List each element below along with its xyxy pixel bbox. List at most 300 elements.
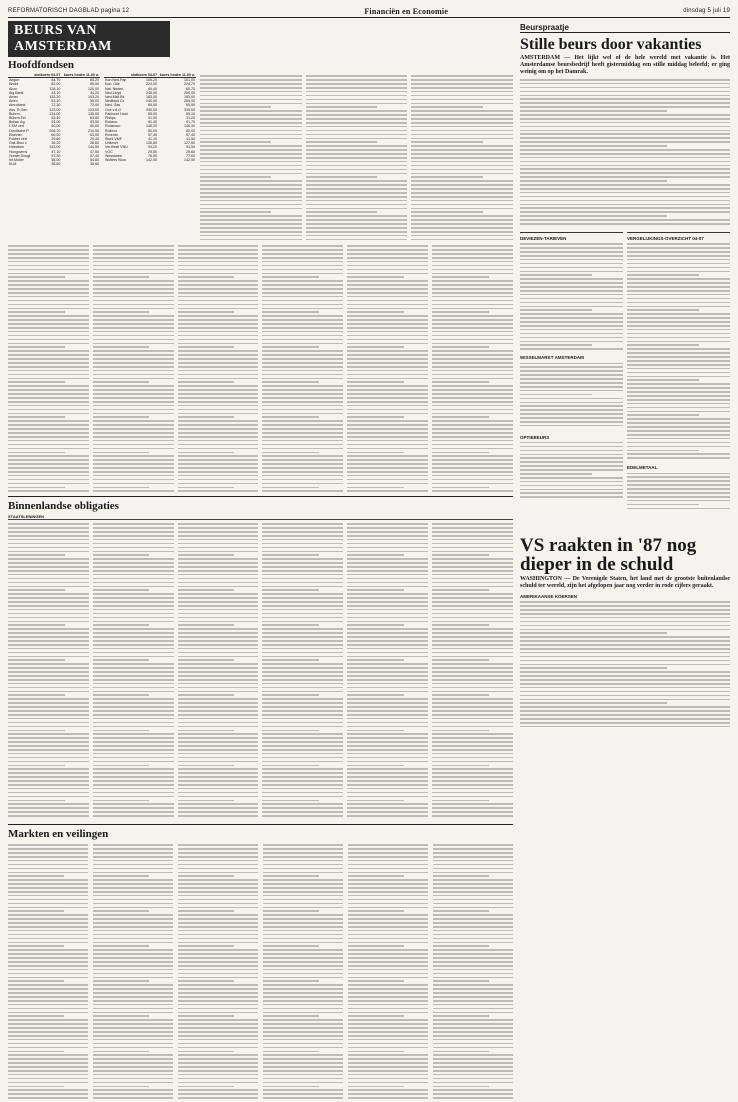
- text-line: [306, 134, 408, 136]
- text-line: [347, 675, 428, 677]
- text-line: [520, 617, 730, 619]
- text-line: [520, 130, 730, 132]
- text-line: [348, 1031, 428, 1033]
- text-line: [8, 1023, 88, 1025]
- text-line: [178, 459, 259, 461]
- text-line: [520, 625, 730, 627]
- text-line: [8, 914, 88, 916]
- text-line: [8, 1097, 88, 1099]
- text-line: [93, 362, 174, 364]
- text-line: [262, 574, 343, 576]
- text-line: [432, 714, 513, 716]
- text-line: [178, 448, 259, 450]
- text-line: [432, 807, 513, 809]
- text-line: [347, 315, 428, 317]
- text-line: [262, 471, 343, 473]
- text-line: [8, 551, 89, 553]
- text-line: [262, 663, 343, 665]
- text-line: [347, 640, 428, 642]
- text-line: [520, 370, 623, 372]
- text-line: [8, 249, 89, 251]
- right-column: [520, 21, 730, 1061]
- text-line: [348, 860, 428, 862]
- text-line: [178, 539, 259, 541]
- text-line: [348, 949, 428, 951]
- text-line: [520, 485, 623, 487]
- text-line: [93, 1058, 173, 1060]
- text-line: [520, 255, 623, 257]
- text-line: [347, 687, 428, 689]
- text-line: [178, 273, 259, 275]
- text-line: [348, 1082, 428, 1084]
- text-line: [411, 180, 513, 182]
- text-line: [178, 1058, 258, 1060]
- vergelijkings-box: [627, 232, 730, 532]
- text-line: [411, 134, 513, 136]
- text-line: [263, 1004, 343, 1006]
- text-line: [93, 335, 174, 337]
- text-line: [347, 385, 428, 387]
- text-line: [432, 378, 513, 380]
- lead-stille-beurs: AMSTERDAM — Het lijkt wel of de hele wereld met vakantie is. Het Amsterdamse beursbedrijf heeft gistermiddag een stille middag beleefd; er ging weinig om op het Damrak.: [520, 55, 730, 75]
- text-line: [93, 945, 149, 947]
- text-line: [263, 860, 343, 862]
- table-row: Amev 153,20 153,20: [9, 95, 99, 100]
- text-line: [432, 726, 513, 728]
- text-line: [348, 848, 428, 850]
- text-line: [348, 907, 428, 909]
- text-line: [433, 926, 513, 928]
- text-line: [8, 467, 89, 469]
- text-line: [520, 683, 730, 685]
- text-line: [347, 343, 428, 345]
- text-line: [178, 467, 259, 469]
- text-line: [306, 200, 408, 202]
- text-line: [348, 1000, 428, 1002]
- text-line: [178, 1082, 258, 1084]
- table-row: Amrobank 72,30 72,00: [9, 103, 99, 108]
- text-line: [627, 360, 730, 362]
- text-line: [520, 413, 623, 415]
- text-line: [520, 161, 730, 163]
- text-line: [8, 926, 88, 928]
- text-line: [347, 323, 428, 325]
- text-line: [178, 848, 258, 850]
- text-line: [347, 582, 428, 584]
- text-line: [262, 362, 343, 364]
- text-line: [263, 1066, 343, 1068]
- text-line: [432, 444, 513, 446]
- text-line: [520, 457, 623, 459]
- text-line: [8, 366, 89, 368]
- text-line: [348, 875, 404, 877]
- text-line: [347, 621, 428, 623]
- text-line: [93, 593, 174, 595]
- text-line: [347, 436, 428, 438]
- text-line: [178, 1019, 258, 1021]
- text-line: [263, 1023, 343, 1025]
- text-line: [262, 475, 343, 477]
- text-line: [8, 265, 89, 267]
- text-line: [347, 714, 428, 716]
- text-line: [263, 864, 343, 866]
- text-line: [347, 319, 428, 321]
- text-line: [520, 126, 730, 128]
- text-line: [411, 219, 513, 221]
- text-line: [93, 393, 174, 395]
- text-line: [178, 1012, 258, 1014]
- text-line: [347, 346, 404, 348]
- markten-col-4: [263, 842, 343, 1102]
- text-line: [347, 296, 428, 298]
- text-line: [93, 609, 174, 611]
- text-line: [178, 636, 259, 638]
- text-line: [262, 539, 343, 541]
- text-line: [93, 366, 174, 368]
- text-line: [178, 992, 258, 994]
- text-line: [178, 304, 259, 306]
- text-line: [432, 479, 513, 481]
- text-line: [8, 891, 88, 893]
- hoofdfondsen-left-table: slotkoers 04-07 koers heden 11.30 u. Aegon 84,70 85,20 Ahold 82,00 85,50 Akzo 128,10 120,00 Alg.Bank 43,10 44,20 Amev 153,20 153,20 Amro 53,40 55,00 Amrobank 72,30 72,00 Ass. R.Gen 123,00 123,00 Buhrm. 134,00 135,00 Bührm-Tet 63,40 63,80 Bolsw. Ag 93,00 93,50 CSM cert 60,00 60,00 Dordtsche P 208,70 210,50 Elsevier 60,00 63,00 Fokker cert 29,60 29,40 Gist-Broc c 36,20 36,60 Heineken 143,00 144,50 Hoogovens 47,10 47,50 Hunter Dougl 57,30 57,40 Int.Muller 55,00 54,60 KLM 38,80 38,60: [9, 73, 99, 167]
- text-line: [8, 663, 89, 665]
- text-line: [8, 648, 89, 650]
- text-line: [411, 126, 513, 128]
- text-line: [520, 425, 623, 427]
- text-line: [93, 969, 173, 971]
- table-row: Elsevier 60,00 63,00: [9, 132, 99, 137]
- text-line: [178, 652, 259, 654]
- text-line: [8, 796, 89, 798]
- text-line: [432, 586, 513, 588]
- text-line: [432, 636, 513, 638]
- table-row: Philips 31,00 31,20: [105, 116, 195, 121]
- text-line: [93, 331, 174, 333]
- text-line: [178, 953, 258, 955]
- text-line: [347, 362, 428, 364]
- text-line: [263, 934, 343, 936]
- text-line: [8, 687, 89, 689]
- text-line: [200, 153, 302, 155]
- text-line: [347, 757, 428, 759]
- text-line: [411, 239, 513, 241]
- text-line: [93, 992, 173, 994]
- text-line: [306, 176, 377, 178]
- text-line: [262, 280, 343, 282]
- text-line: [93, 370, 174, 372]
- text-line: [347, 562, 428, 564]
- text-line: [263, 895, 343, 897]
- text-line: [200, 204, 302, 206]
- text-line: [8, 864, 88, 866]
- text-line: [8, 807, 89, 809]
- text-line: [520, 344, 592, 346]
- text-line: [8, 761, 89, 763]
- text-line: [306, 204, 408, 206]
- text-line: [178, 883, 258, 885]
- text-line: [347, 490, 428, 492]
- table-row: Rolinco 80,00 80,00: [105, 128, 195, 133]
- text-line: [520, 640, 730, 642]
- text-line: [432, 663, 513, 665]
- text-line: [262, 409, 343, 411]
- text-line: [178, 624, 235, 626]
- text-line: [433, 903, 513, 905]
- text-line: [178, 706, 259, 708]
- text-line: [178, 749, 259, 751]
- text-line: [433, 992, 513, 994]
- text-line: [178, 424, 259, 426]
- text-line: [262, 543, 343, 545]
- text-line: [627, 426, 730, 428]
- text-line: [347, 280, 428, 282]
- text-line: [8, 722, 89, 724]
- text-line: [93, 319, 174, 321]
- text-line: [627, 372, 730, 374]
- text-line: [200, 114, 302, 116]
- text-line: [627, 368, 730, 370]
- text-line: [178, 1000, 258, 1002]
- text-line: [520, 290, 623, 292]
- text-line: [8, 273, 89, 275]
- text-line: [411, 184, 513, 186]
- text-line: [263, 1089, 343, 1091]
- text-line: [262, 586, 343, 588]
- text-line: [348, 969, 428, 971]
- text-line: [432, 784, 513, 786]
- section-divider-2: [8, 824, 513, 825]
- text-line: [178, 852, 258, 854]
- text-line: [8, 424, 89, 426]
- text-line: [627, 313, 730, 315]
- text-line: [347, 597, 428, 599]
- text-line: [8, 490, 89, 492]
- text-line: [306, 145, 408, 147]
- text-line: [178, 292, 259, 294]
- text-line: [432, 535, 513, 537]
- text-line: [178, 949, 258, 951]
- text-line: [93, 551, 174, 553]
- table-row: Ned. Gas 65,00 65,50: [105, 103, 195, 108]
- text-line: [178, 1031, 258, 1033]
- text-line: [520, 613, 730, 615]
- text-line: [306, 180, 408, 182]
- text-line: [348, 922, 428, 924]
- text-line: [306, 153, 408, 155]
- text-line: [178, 1043, 258, 1045]
- table-row: Stork VMF 41,10 41,50: [105, 137, 195, 142]
- text-line: [263, 918, 343, 920]
- text-line: [262, 424, 343, 426]
- text-line: [306, 227, 408, 229]
- text-line: [411, 200, 513, 202]
- text-line: [8, 984, 88, 986]
- text-line: [520, 95, 730, 97]
- text-line: [262, 815, 343, 817]
- text-line: [262, 800, 319, 802]
- text-line: [178, 914, 258, 916]
- deviezen-box: [520, 232, 623, 532]
- text-line: [347, 393, 428, 395]
- text-line: [262, 479, 343, 481]
- text-line: [178, 683, 259, 685]
- text-line: [433, 1086, 489, 1088]
- text-line: [433, 1089, 513, 1091]
- text-line: [347, 374, 428, 376]
- text-line: [411, 138, 513, 140]
- text-line: [347, 710, 428, 712]
- text-line: [347, 815, 428, 817]
- deviezen-lines: [520, 243, 623, 353]
- text-line: [520, 263, 623, 265]
- text-line: [178, 601, 259, 603]
- text-line: [178, 362, 259, 364]
- text-line: [347, 644, 428, 646]
- text-line: [520, 348, 623, 350]
- text-line: [8, 930, 88, 932]
- text-line: [93, 1078, 173, 1080]
- text-line: [520, 204, 730, 206]
- text-line: [306, 106, 377, 108]
- text-line: [262, 401, 343, 403]
- text-line: [178, 405, 259, 407]
- text-line: [306, 208, 408, 210]
- text-line: [347, 574, 428, 576]
- text-line: [178, 984, 258, 986]
- text-line: [520, 282, 623, 284]
- text-line: [347, 444, 428, 446]
- text-line: [178, 969, 258, 971]
- text-line: [178, 765, 235, 767]
- text-line: [627, 504, 699, 506]
- text-line: [178, 659, 235, 661]
- text-line: [93, 891, 173, 893]
- text-line: [306, 211, 377, 213]
- text-line: [8, 868, 88, 870]
- text-line: [93, 733, 174, 735]
- text-line: [348, 942, 428, 944]
- text-line: [262, 249, 343, 251]
- text-line: [432, 436, 513, 438]
- text-line: [348, 895, 428, 897]
- text-line: [178, 358, 259, 360]
- text-line: [347, 265, 428, 267]
- text-line: [347, 593, 428, 595]
- text-line: [8, 1051, 64, 1053]
- text-line: [520, 465, 623, 467]
- text-line: [200, 87, 302, 89]
- text-line: [93, 261, 174, 263]
- text-line: [262, 803, 343, 805]
- text-line: [8, 308, 89, 310]
- text-line: [520, 671, 730, 673]
- obligaties-col-4: [262, 521, 343, 821]
- text-line: [8, 992, 88, 994]
- text-line: [432, 413, 513, 415]
- header-rule: [8, 17, 730, 18]
- text-line: [93, 949, 173, 951]
- text-line: [8, 284, 89, 286]
- text-line: [263, 899, 343, 901]
- text-line: [432, 327, 513, 329]
- text-line: [433, 973, 513, 975]
- text-line: [432, 574, 513, 576]
- text-line: [93, 343, 174, 345]
- text-line: [93, 459, 174, 461]
- text-line: [432, 753, 513, 755]
- text-line: [8, 288, 89, 290]
- text-line: [627, 356, 730, 358]
- text-line: [306, 122, 408, 124]
- text-line: [432, 292, 513, 294]
- text-line: [93, 1093, 173, 1095]
- text-line: [432, 772, 513, 774]
- text-line: [432, 543, 513, 545]
- text-line: [347, 706, 428, 708]
- text-line: [627, 321, 730, 323]
- text-line: [432, 652, 513, 654]
- vergelijkings-lines: [627, 243, 730, 463]
- text-line: [8, 617, 89, 619]
- text-line: [263, 1093, 343, 1095]
- text-line: [178, 788, 259, 790]
- hoofdfondsen-right-table: slotkoers 04-07 koers heden 11.30 u. Kon.Ned.Pap 105,20 101,00 Kon. Olie 224,00 224,70 Nat. Nederl. 60,40 60,70 Ned.Lloyd 245,00 250,00 Ned.Midl.Bk 183,00 183,00 Nedlloyd Gr. 240,00 255,00 Ned. Gas 65,00 65,50 Océ v.d.G 330,00 330,00 Pakhoed Hold 65,00 65,10 Philips 31,00 31,20 Robeco 91,40 91,70 Rodamco 146,20 146,30 Rolinco 80,00 80,00 Rorento 57,40 57,40 Stork VMF 41,10 41,50 Unilever 126,60 127,50 Ver.Bezit VNU 93,20 93,50 VOC 29,50 29,60 Wessanen 76,50 77,00 Wolters Kluw 142,00 142,50: [105, 73, 195, 163]
- text-line: [262, 679, 343, 681]
- text-line: [8, 558, 89, 560]
- text-line: [178, 416, 235, 418]
- text-line: [347, 455, 428, 457]
- text-line: [347, 304, 428, 306]
- text-line: [432, 745, 513, 747]
- text-line: [263, 1054, 343, 1056]
- text-line: [520, 652, 730, 654]
- text-line: [263, 1074, 343, 1076]
- text-line: [178, 938, 258, 940]
- text-line: [200, 227, 302, 229]
- text-line: [8, 1027, 88, 1029]
- text-line: [200, 219, 302, 221]
- text-line: [93, 582, 174, 584]
- text-line: [93, 1023, 173, 1025]
- text-line: [262, 558, 343, 560]
- text-line: [93, 1043, 173, 1045]
- text-line: [520, 601, 730, 603]
- text-line: [520, 366, 623, 368]
- text-line: [178, 776, 259, 778]
- text-line: [178, 370, 259, 372]
- table-row: Hoogovens 47,10 47,50: [9, 149, 99, 154]
- text-line: [262, 687, 343, 689]
- wisselmarkt-lines: [520, 363, 623, 433]
- text-line: [347, 749, 428, 751]
- text-line: [178, 1054, 258, 1056]
- text-line: [178, 276, 235, 278]
- text-line: [348, 1062, 428, 1064]
- text-line: [347, 527, 428, 529]
- text-line: [433, 844, 513, 846]
- text-line: [262, 733, 343, 735]
- text-line: [8, 879, 88, 881]
- text-line: [200, 180, 302, 182]
- text-line: [178, 726, 259, 728]
- text-line: [200, 141, 271, 143]
- text-line: [347, 624, 404, 626]
- text-line: [93, 350, 174, 352]
- text-line: [93, 815, 174, 817]
- text-line: [178, 432, 259, 434]
- text-line: [433, 868, 513, 870]
- text-line: [263, 945, 319, 947]
